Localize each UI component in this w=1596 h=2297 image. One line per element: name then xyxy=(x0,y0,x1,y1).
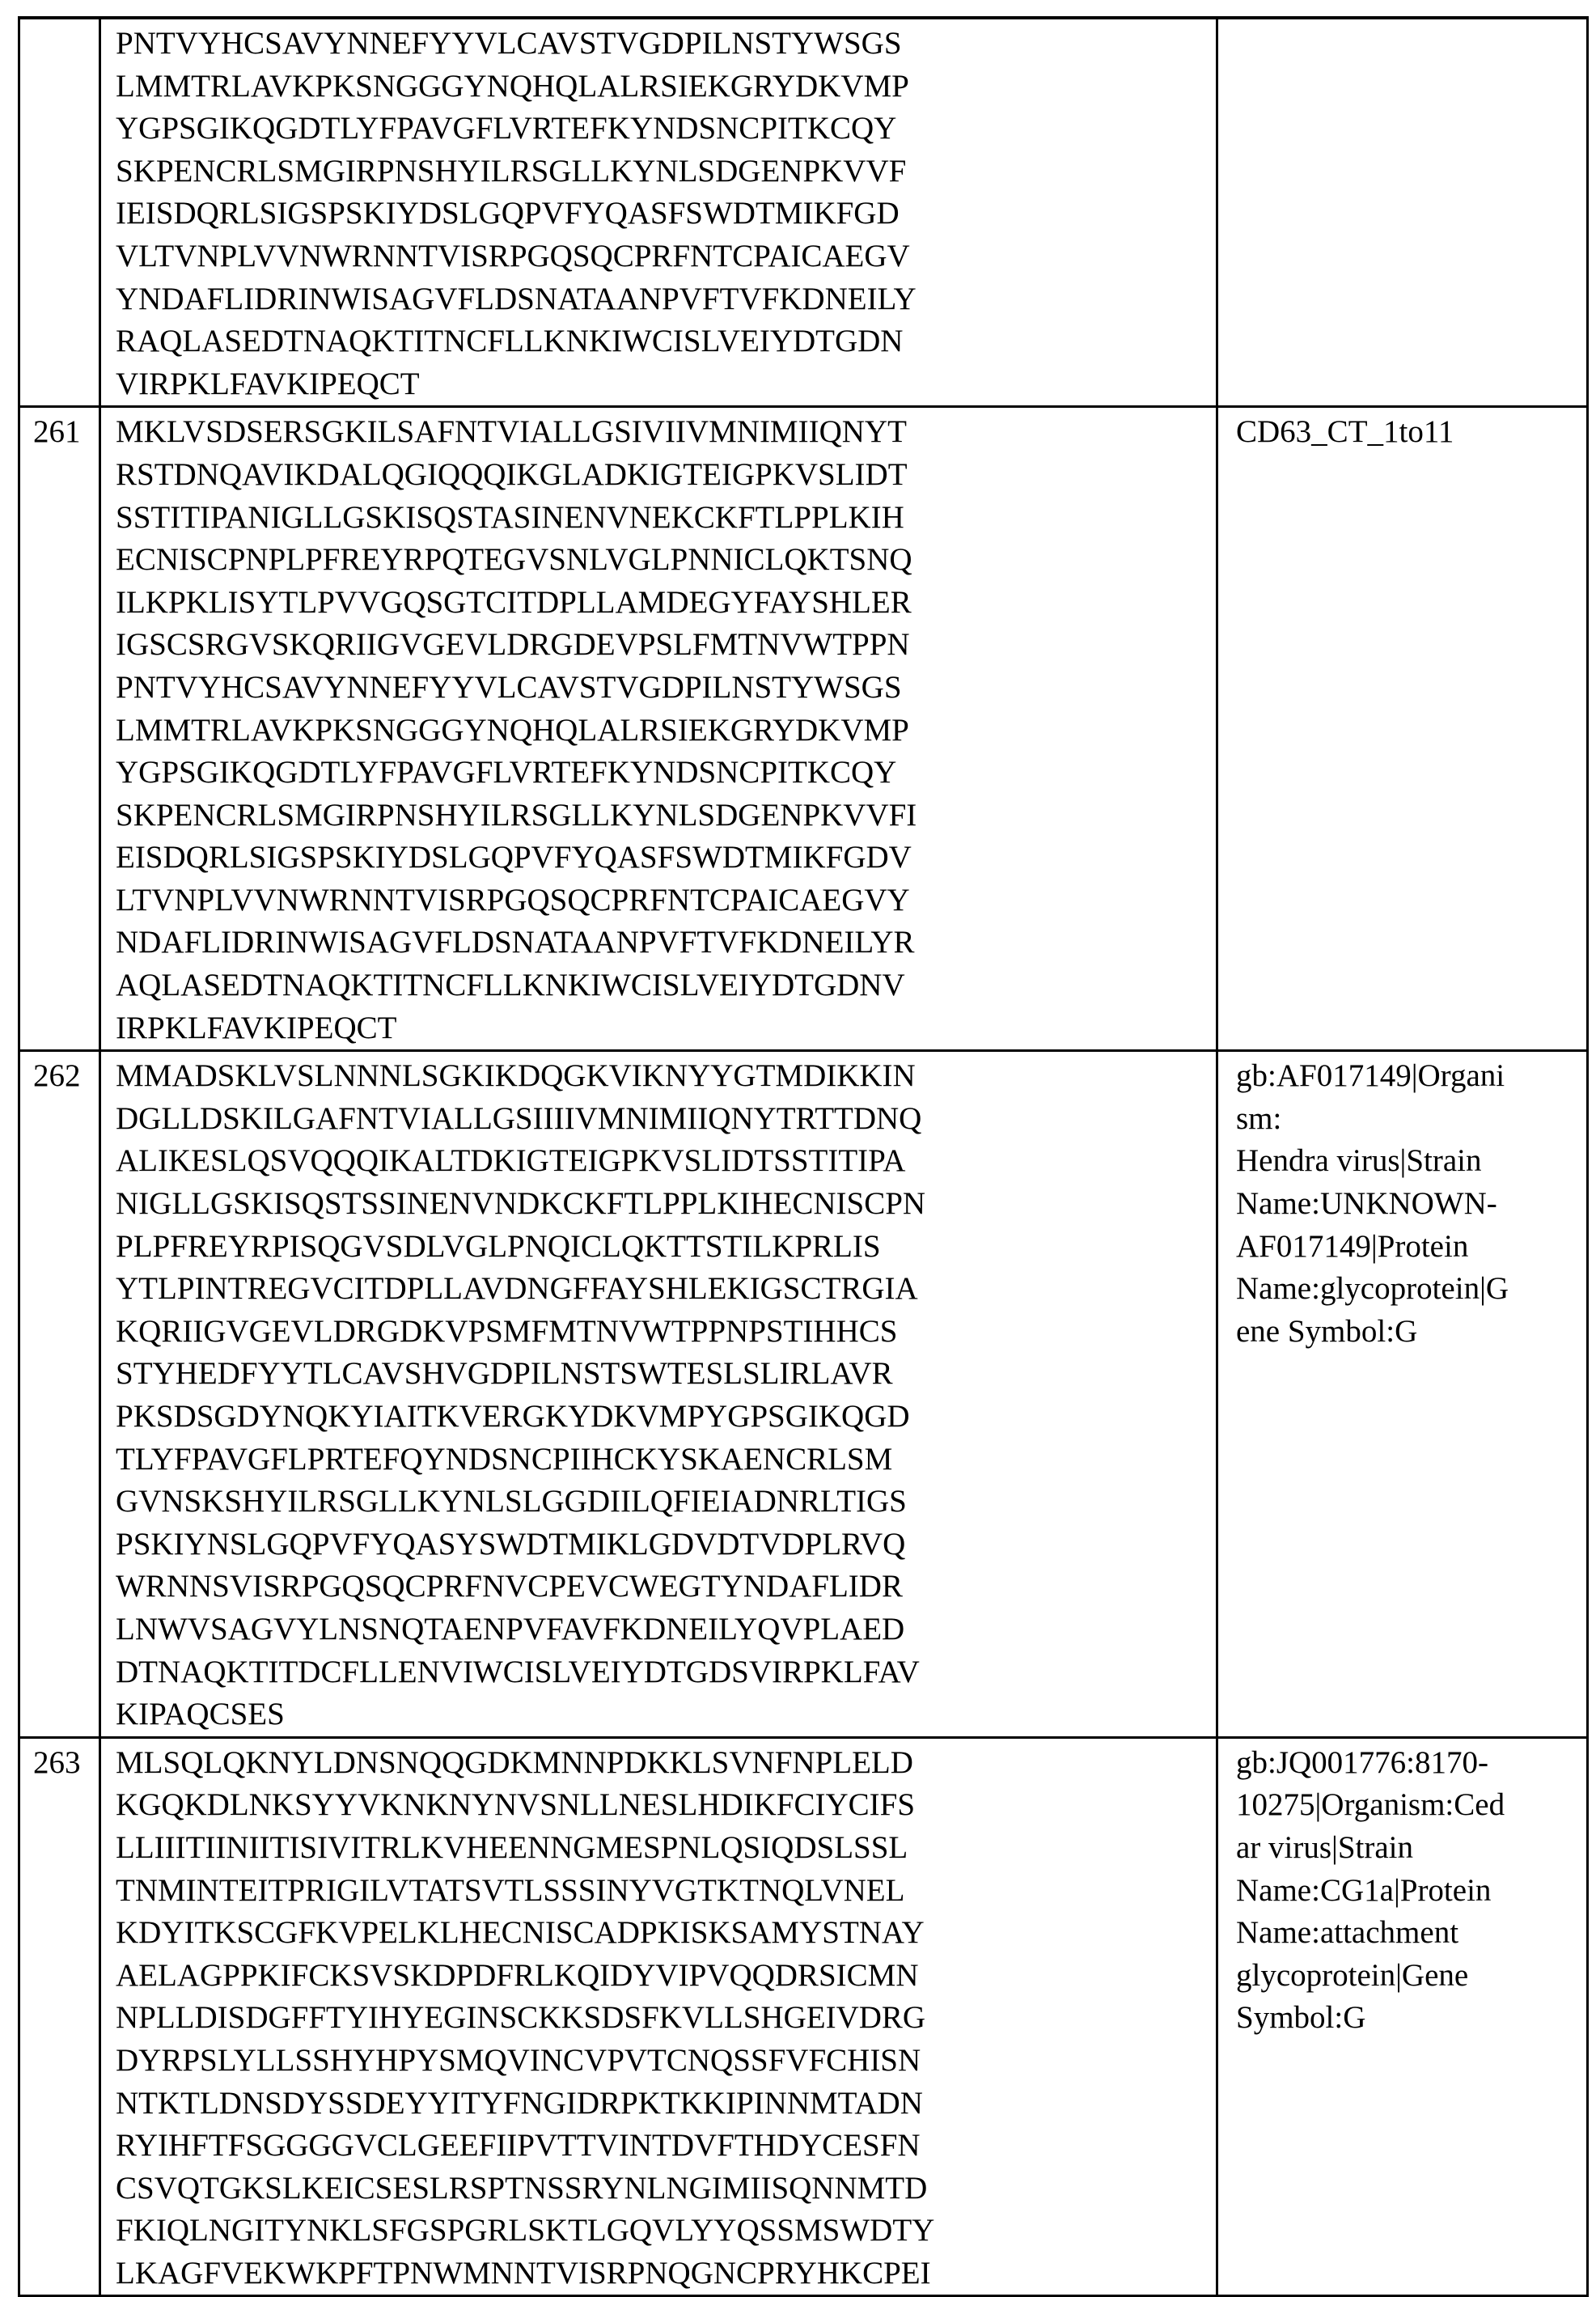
sequence-line: ECNISCPNPLPFREYRPQTEGVSNLVGLPNNICLQKTSNQ xyxy=(116,542,912,578)
description-line: gb:JQ001776:8170- xyxy=(1236,1744,1488,1780)
sequence-line: AQLASEDTNAQKTITNCFLLKNKIWCISLVEIYDTGDNV xyxy=(116,968,905,1003)
sequence-line: NTKTLDNSDYSSDEYYITYFNGIDRPKTKKIPINNMTADN xyxy=(116,2085,923,2121)
sequence-cell xyxy=(100,1737,1217,2296)
seq-id-cell xyxy=(19,1051,100,1738)
sequence-line: LNWVSAGVYLNSNQTAENPVFAVFKDNEILYQVPLAED xyxy=(116,1611,905,1646)
sequence-line: KGQKDLNKSYYVKNKNYNVSNLLNESLHDIKFCIYCIFS xyxy=(116,1787,916,1823)
sequence-line: SKPENCRLSMGIRPNSHYILRSGLLKYNLSDGENPKVVFI xyxy=(116,797,917,833)
sequence-line: PKSDSGDYNQKYIAITKVERGKYDKVMPYGPSGIKQGD xyxy=(116,1399,910,1434)
description-cell xyxy=(1217,1737,1588,2296)
sequence-line: IEISDQRLSIGSPSKIYDSLGQPVFYQASFSWDTMIKFGD xyxy=(116,196,900,231)
description-line: ene Symbol:G xyxy=(1236,1313,1418,1349)
sequence-line: DGLLDSKILGAFNTVIALLGSIIIIVMNIMIIQNYTRTTDNQ xyxy=(116,1100,922,1136)
sequence-line: RSTDNQAVIKDALQGIQQQIKGLADKIGTEIGPKVSLIDT xyxy=(116,456,908,492)
sequence-line: LMMTRLAVKPKSNGGGYNQHQLALRSIEKGRYDKVMP xyxy=(116,68,909,104)
sequence-line: GVNSKSHYILRSGLLKYNLSLGGDIILQFIEIADNRLTIGS xyxy=(116,1484,907,1519)
sequence-line: SSTITIPANIGLLGSKISQSTASINENVNEKCKFTLPPLKIH xyxy=(116,499,904,535)
sequence-line: LTVNPLVVNWRNNTVISRPGQSQCPRFNTCPAICAEGVY xyxy=(116,882,910,918)
description-cell xyxy=(1217,18,1588,407)
sequence-cell xyxy=(100,407,1217,1051)
seq-id-cell xyxy=(19,1737,100,2296)
sequence-line: MKLVSDSERSGKILSAFNTVIALLGSIVIIVMNIMIIQNYT xyxy=(116,414,907,450)
sequence-line: ILKPKLISYTLPVVGQSGTCITDPLLAMDEGYFAYSHLER xyxy=(116,584,912,620)
sequence-line: YNDAFLIDRINWISAGVFLDSNATAANPVFTVFKDNEILY xyxy=(116,281,917,316)
description-line: Name:UNKNOWN- xyxy=(1236,1186,1497,1222)
description-line: Name:attachment xyxy=(1236,1915,1459,1951)
sequence-line: PNTVYHCSAVYNNEFYYVLCAVSTVGDPILNSTYWSGS xyxy=(116,669,902,705)
table-row xyxy=(19,1051,1588,1738)
description-cell xyxy=(1217,1051,1588,1738)
sequence-line: IRPKLFAVKIPEQCT xyxy=(116,1010,397,1045)
description-line: sm: xyxy=(1236,1100,1282,1136)
sequence-cell xyxy=(100,18,1217,407)
sequence-line: SKPENCRLSMGIRPNSHYILRSGLLKYNLSDGENPKVVF xyxy=(116,153,907,189)
table-row xyxy=(19,407,1588,1051)
sequence-line: EISDQRLSIGSPSKIYDSLGQPVFYQASFSWDTMIKFGDV xyxy=(116,840,912,875)
sequence-line: DYRPSLYLLSSHYHPYSMQVINCVPVTCNQSSFVFCHISN xyxy=(116,2042,921,2078)
sequence-line: NPLLDISDGFFTYIHYEGINSCKKSDSFKVLLSHGEIVDRG xyxy=(116,2000,926,2036)
seq-id-cell xyxy=(19,407,100,1051)
description-line: Symbol:G xyxy=(1236,2000,1366,2036)
sequence-line: MLSQLQKNYLDNSNQQGDKMNNPDKKLSVNFNPLELD xyxy=(116,1744,913,1780)
sequence-line: AELAGPPKIFCKSVSKDPDFRLKQIDYVIPVQQDRSICMN xyxy=(116,1957,919,1993)
sequence-line: CSVQTGKSLKEICSESLRSPTNSSRYNLNGIMIISQNNMTD xyxy=(116,2170,928,2206)
table-row xyxy=(19,1737,1588,2296)
seq-id: 262 xyxy=(33,1058,81,1094)
description-line: glycoprotein|Gene xyxy=(1236,1957,1469,1993)
seq-id-cell xyxy=(19,18,100,407)
description-line: gb:AF017149|Organi xyxy=(1236,1058,1505,1094)
sequence-line: STYHEDFYYTLCAVSHVGDPILNSTSWTESLSLIRLAVR xyxy=(116,1356,893,1392)
sequence-line: RYIHFTFSGGGGVCLGEEFIIPVTTVINTDVFTHDYCESFN xyxy=(116,2128,921,2164)
sequence-line: LMMTRLAVKPKSNGGGYNQHQLALRSIEKGRYDKVMP xyxy=(116,712,909,748)
sequence-line: TLYFPAVGFLPRTEFQYNDSNCPIIHCKYSKAENCRLSM xyxy=(116,1441,893,1477)
sequence-line: NDAFLIDRINWISAGVFLDSNATAANPVFTVFKDNEILYR xyxy=(116,925,915,960)
sequence-line: NIGLLGSKISQSTSSINENVNDKCKFTLPPLKIHECNISCPN xyxy=(116,1186,926,1222)
sequence-line: IGSCSRGVSKQRIIGVGEVLDRGDEVPSLFMTNVWTPPN xyxy=(116,627,910,663)
sequence-line: ALIKESLQSVQQQIKALTDKIGTEIGPKVSLIDTSSTITIPA xyxy=(116,1143,906,1179)
seq-id: 261 xyxy=(33,414,81,450)
sequence-line: YGPSGIKQGDTLYFPAVGFLVRTEFKYNDSNCPITKCQY xyxy=(116,755,897,790)
sequence-table xyxy=(18,16,1589,2297)
sequence-line: WRNNSVISRPGQSQCPRFNVCPEVCWEGTYNDAFLIDR xyxy=(116,1569,903,1604)
sequence-line: MMADSKLVSLNNNLSGKIKDQGKVIKNYYGTMDIKKIN xyxy=(116,1058,916,1094)
sequence-line: RAQLASEDTNAQKTITNCFLLKNKIWCISLVEIYDTGDN xyxy=(116,324,904,359)
description-line: CD63_CT_1to11 xyxy=(1236,414,1454,450)
sequence-line: KQRIIGVGEVLDRGDKVPSMFMTNVWTPPNPSTIHHCS xyxy=(116,1313,898,1349)
sequence-line: PLPFREYRPISQGVSDLVGLPNQICLQKTTSTILKPRLIS xyxy=(116,1228,881,1264)
sequence-line: VIRPKLFAVKIPEQCT xyxy=(116,366,420,401)
description-line: Name:CG1a|Protein xyxy=(1236,1872,1492,1908)
table-row xyxy=(19,18,1588,407)
sequence-line: LKAGFVEKWKPFTPNWMNNTVISRPNQGNCPRYHKCPEI xyxy=(116,2255,931,2291)
sequence-line: LLIIITIINIITISIVITRLKVHEENNGMESPNLQSIQDSLSSL xyxy=(116,1829,908,1865)
description-line: Name:glycoprotein|G xyxy=(1236,1271,1509,1307)
table-body xyxy=(19,18,1588,2296)
sequence-line: DTNAQKTITDCFLLENVIWCISLVEIYDTGDSVIRPKLFAV xyxy=(116,1654,920,1689)
seq-id: 263 xyxy=(33,1744,81,1780)
sequence-cell xyxy=(100,1051,1217,1738)
description-line: AF017149|Protein xyxy=(1236,1228,1469,1264)
sequence-line: YGPSGIKQGDTLYFPAVGFLVRTEFKYNDSNCPITKCQY xyxy=(116,111,897,146)
description-line: Hendra virus|Strain xyxy=(1236,1143,1482,1179)
sequence-line: PSKIYNSLGQPVFYQASYSWDTMIKLGDVDTVDPLRVQ xyxy=(116,1526,906,1562)
description-cell xyxy=(1217,407,1588,1051)
sequence-line: FKIQLNGITYNKLSFGSPGRLSKTLGQVLYYQSSMSWDTY xyxy=(116,2213,935,2248)
sequence-line: KDYITKSCGFKVPELKLHECNISCADPKISKSAMYSTNAY xyxy=(116,1915,925,1951)
sequence-line: VLTVNPLVVNWRNNTVISRPGQSQCPRFNTCPAICAEGV xyxy=(116,238,910,273)
description-line: 10275|Organism:Ced xyxy=(1236,1787,1505,1823)
sequence-line: KIPAQCSES xyxy=(116,1697,285,1732)
description-line: ar virus|Strain xyxy=(1236,1829,1414,1865)
sequence-line: PNTVYHCSAVYNNEFYYVLCAVSTVGDPILNSTYWSGS xyxy=(116,26,902,61)
sequence-line: TNMINTEITPRIGILVTATSVTLSSSINYVGTKTNQLVNEL xyxy=(116,1872,905,1908)
sequence-line: YTLPINTREGVCITDPLLAVDNGFFAYSHLEKIGSCTRGIA xyxy=(116,1271,918,1307)
